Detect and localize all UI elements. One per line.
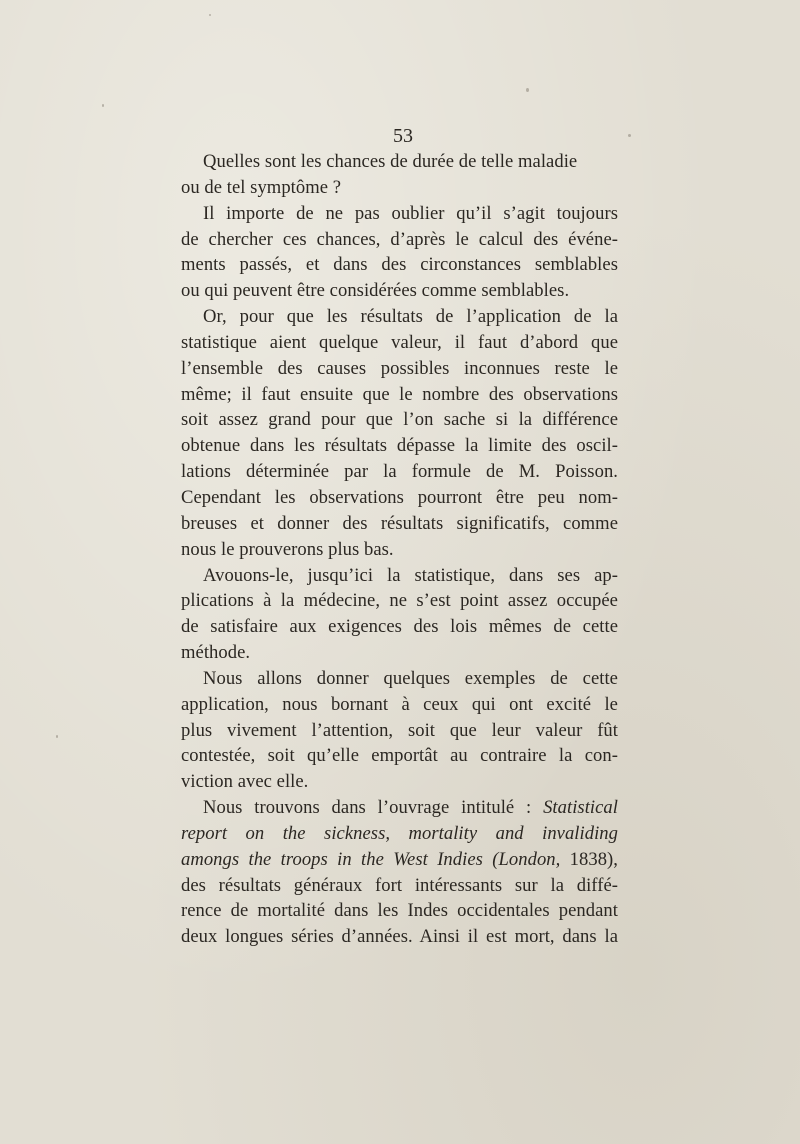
text-line: des résultats généraux fort intéressants sur la diffé- xyxy=(181,874,618,896)
text-line: méthode. xyxy=(181,642,251,664)
text-line: l’ensemble des causes possibles inconnues reste le xyxy=(181,357,618,379)
body-text xyxy=(181,149,618,950)
paper-speck xyxy=(102,104,104,107)
text-line: de chercher ces chances, d’après le calcul des événe- xyxy=(181,228,618,250)
text-line: plus vivement l’attention, soit que leur valeur fût xyxy=(181,719,618,741)
text-line: de satisfaire aux exigences des lois mêmes de cette xyxy=(181,616,618,638)
text-line: Cependant les observations pourront être peu nom- xyxy=(181,486,618,508)
paper-speck xyxy=(209,14,211,16)
text-line: Avouons-le, jusqu’ici la statistique, dans ses ap- xyxy=(203,564,618,586)
text-line: même; il faut ensuite que le nombre des observations xyxy=(181,383,618,405)
text-line xyxy=(181,795,618,821)
book-title-part-2: report on the sickness, mortality and invaliding xyxy=(181,822,618,844)
text-line: contestée, soit qu’elle emportât au contraire la con- xyxy=(181,745,618,767)
text-line: Quelles sont les chances de durée de telle maladie xyxy=(203,151,578,172)
paper-speck xyxy=(56,735,58,738)
text-line: lations déterminée par la formule de M. Poisson. xyxy=(181,461,618,483)
text-line: statistique aient quelque valeur, il faut d’abord que xyxy=(181,331,618,353)
text-line: obtenue dans les résultats dépasse la limite des oscil- xyxy=(181,435,618,457)
text-line xyxy=(181,847,618,873)
text-line: breuses et donner des résultats significatifs, comme xyxy=(181,512,618,534)
text-line: soit assez grand pour que l’on sache si la différence xyxy=(181,409,618,431)
book-title-part-1: Statistical xyxy=(543,797,618,819)
italic-para-prefix: Nous trouvons dans l’ouvrage intitulé : xyxy=(203,797,544,819)
text-line: Or, pour que les résultats de l’application de la xyxy=(203,306,618,328)
text-line: plications à la médecine, ne s’est point assez occupée xyxy=(181,590,618,612)
text-line: deux longues séries d’années. Ainsi il est mort, dans la xyxy=(181,926,618,948)
text-line: Nous allons donner quelques exemples de cette xyxy=(203,667,618,689)
book-title-part-3: amongs the troops in the West Indies (London, xyxy=(181,848,561,870)
text-line: nous le prouverons plus bas. xyxy=(181,538,394,560)
publication-year: 1838), xyxy=(560,848,619,870)
text-line xyxy=(181,821,618,847)
text-lines xyxy=(181,149,618,795)
text-line: ou de tel symptôme ? xyxy=(181,176,342,198)
text-line: application, nous bornant à ceux qui ont excité le xyxy=(181,693,618,715)
text-line: rence de mortalité dans les Indes occidentales pendant xyxy=(181,900,618,922)
paper-speck xyxy=(628,134,631,137)
page-number xyxy=(0,123,800,149)
text-line: viction avec elle. xyxy=(181,771,309,793)
text-line: ments passés, et dans des circonstances semblables xyxy=(181,254,618,276)
paper-speck xyxy=(526,88,529,92)
page-number-text: 53 xyxy=(393,125,413,147)
text-line: ou qui peuvent être considérées comme semblables. xyxy=(181,280,570,302)
text-line: Il importe de ne pas oublier qu’il s’agit toujours xyxy=(203,202,618,224)
